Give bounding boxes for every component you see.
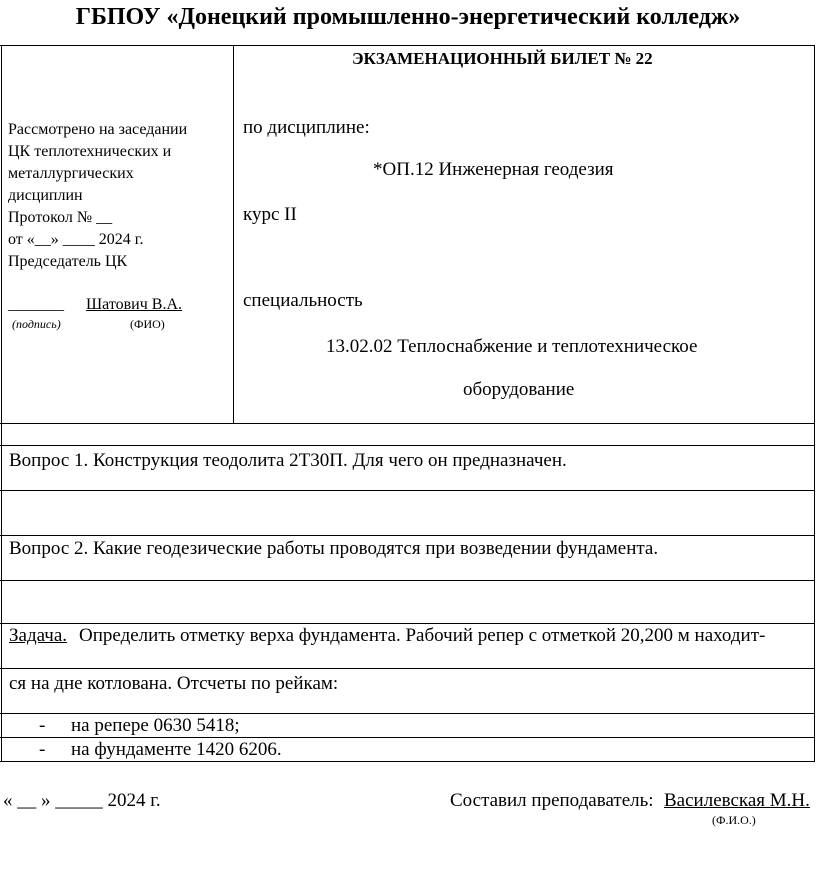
specialty-name: 13.02.02 Теплоснабжение и теплотехническое — [326, 336, 698, 357]
header-column-divider — [233, 45, 234, 423]
reading-foundation: на фундаменте 1420 6206. — [71, 739, 282, 760]
question-2: Вопрос 2. Какие геодезические работы проводятся при возведении фундамента. — [9, 538, 659, 559]
chairman-name: Шатович В.А. — [86, 296, 182, 313]
row-divider — [0, 423, 815, 424]
footer-date: « __ » _____ 2024 г. — [3, 790, 161, 811]
specialty-name-continued: оборудование — [463, 379, 575, 400]
question-1: Вопрос 1. Конструкция теодолита 2Т30П. Для чего он предназначен. — [9, 450, 567, 471]
page-title: ГБПОУ «Донецкий промышленно-энергетический колледж» — [75, 4, 741, 30]
chairman-label: Председатель ЦК — [8, 253, 128, 270]
row-divider — [0, 623, 815, 624]
row-divider — [0, 713, 815, 714]
protocol-date: от «__» ____ 2024 г. — [8, 231, 144, 248]
task-label: Задача. — [9, 625, 68, 646]
signature-caption: (подпись) — [12, 317, 61, 331]
specialty-label: специальность — [243, 290, 363, 311]
protocol-number: Протокол № __ — [8, 209, 113, 226]
discipline-name: *ОП.12 Инженерная геодезия — [373, 159, 614, 180]
approval-line: металлургических — [8, 165, 134, 182]
approval-line: ЦК теплотехнических и — [8, 143, 172, 160]
task-text: Определить отметку верха фундамента. Рабочий репер с отметкой 20,200 м находит- — [79, 625, 766, 646]
table-border-bottom — [0, 761, 815, 762]
row-divider — [0, 737, 815, 738]
approval-line: дисциплин — [8, 187, 83, 204]
signature-blank: _______ — [8, 296, 64, 313]
name-caption: (ФИО) — [130, 317, 165, 331]
row-divider — [0, 580, 815, 581]
reading-dash: - — [39, 715, 46, 736]
row-divider — [0, 445, 815, 446]
teacher-name: Василевская М.Н. — [664, 790, 810, 811]
course-label: курс II — [243, 204, 297, 225]
task-text-continued: ся на дне котлована. Отсчеты по рейкам: — [9, 673, 339, 694]
compiled-by-label: Составил преподаватель: — [450, 790, 654, 811]
ticket-title: ЭКЗАМЕНАЦИОННЫЙ БИЛЕТ № 22 — [352, 49, 653, 68]
table-border-right — [814, 45, 815, 761]
approval-line: Рассмотрено на заседании — [8, 121, 188, 138]
teacher-caption: (Ф.И.О.) — [712, 813, 756, 827]
table-border-left — [1, 45, 2, 761]
discipline-label: по дисциплине: — [243, 117, 370, 138]
row-divider — [0, 490, 815, 491]
row-divider — [0, 668, 815, 669]
row-divider — [0, 535, 815, 536]
reading-dash: - — [39, 739, 46, 760]
reading-benchmark: на репере 0630 5418; — [71, 715, 240, 736]
table-border-top — [0, 45, 815, 46]
